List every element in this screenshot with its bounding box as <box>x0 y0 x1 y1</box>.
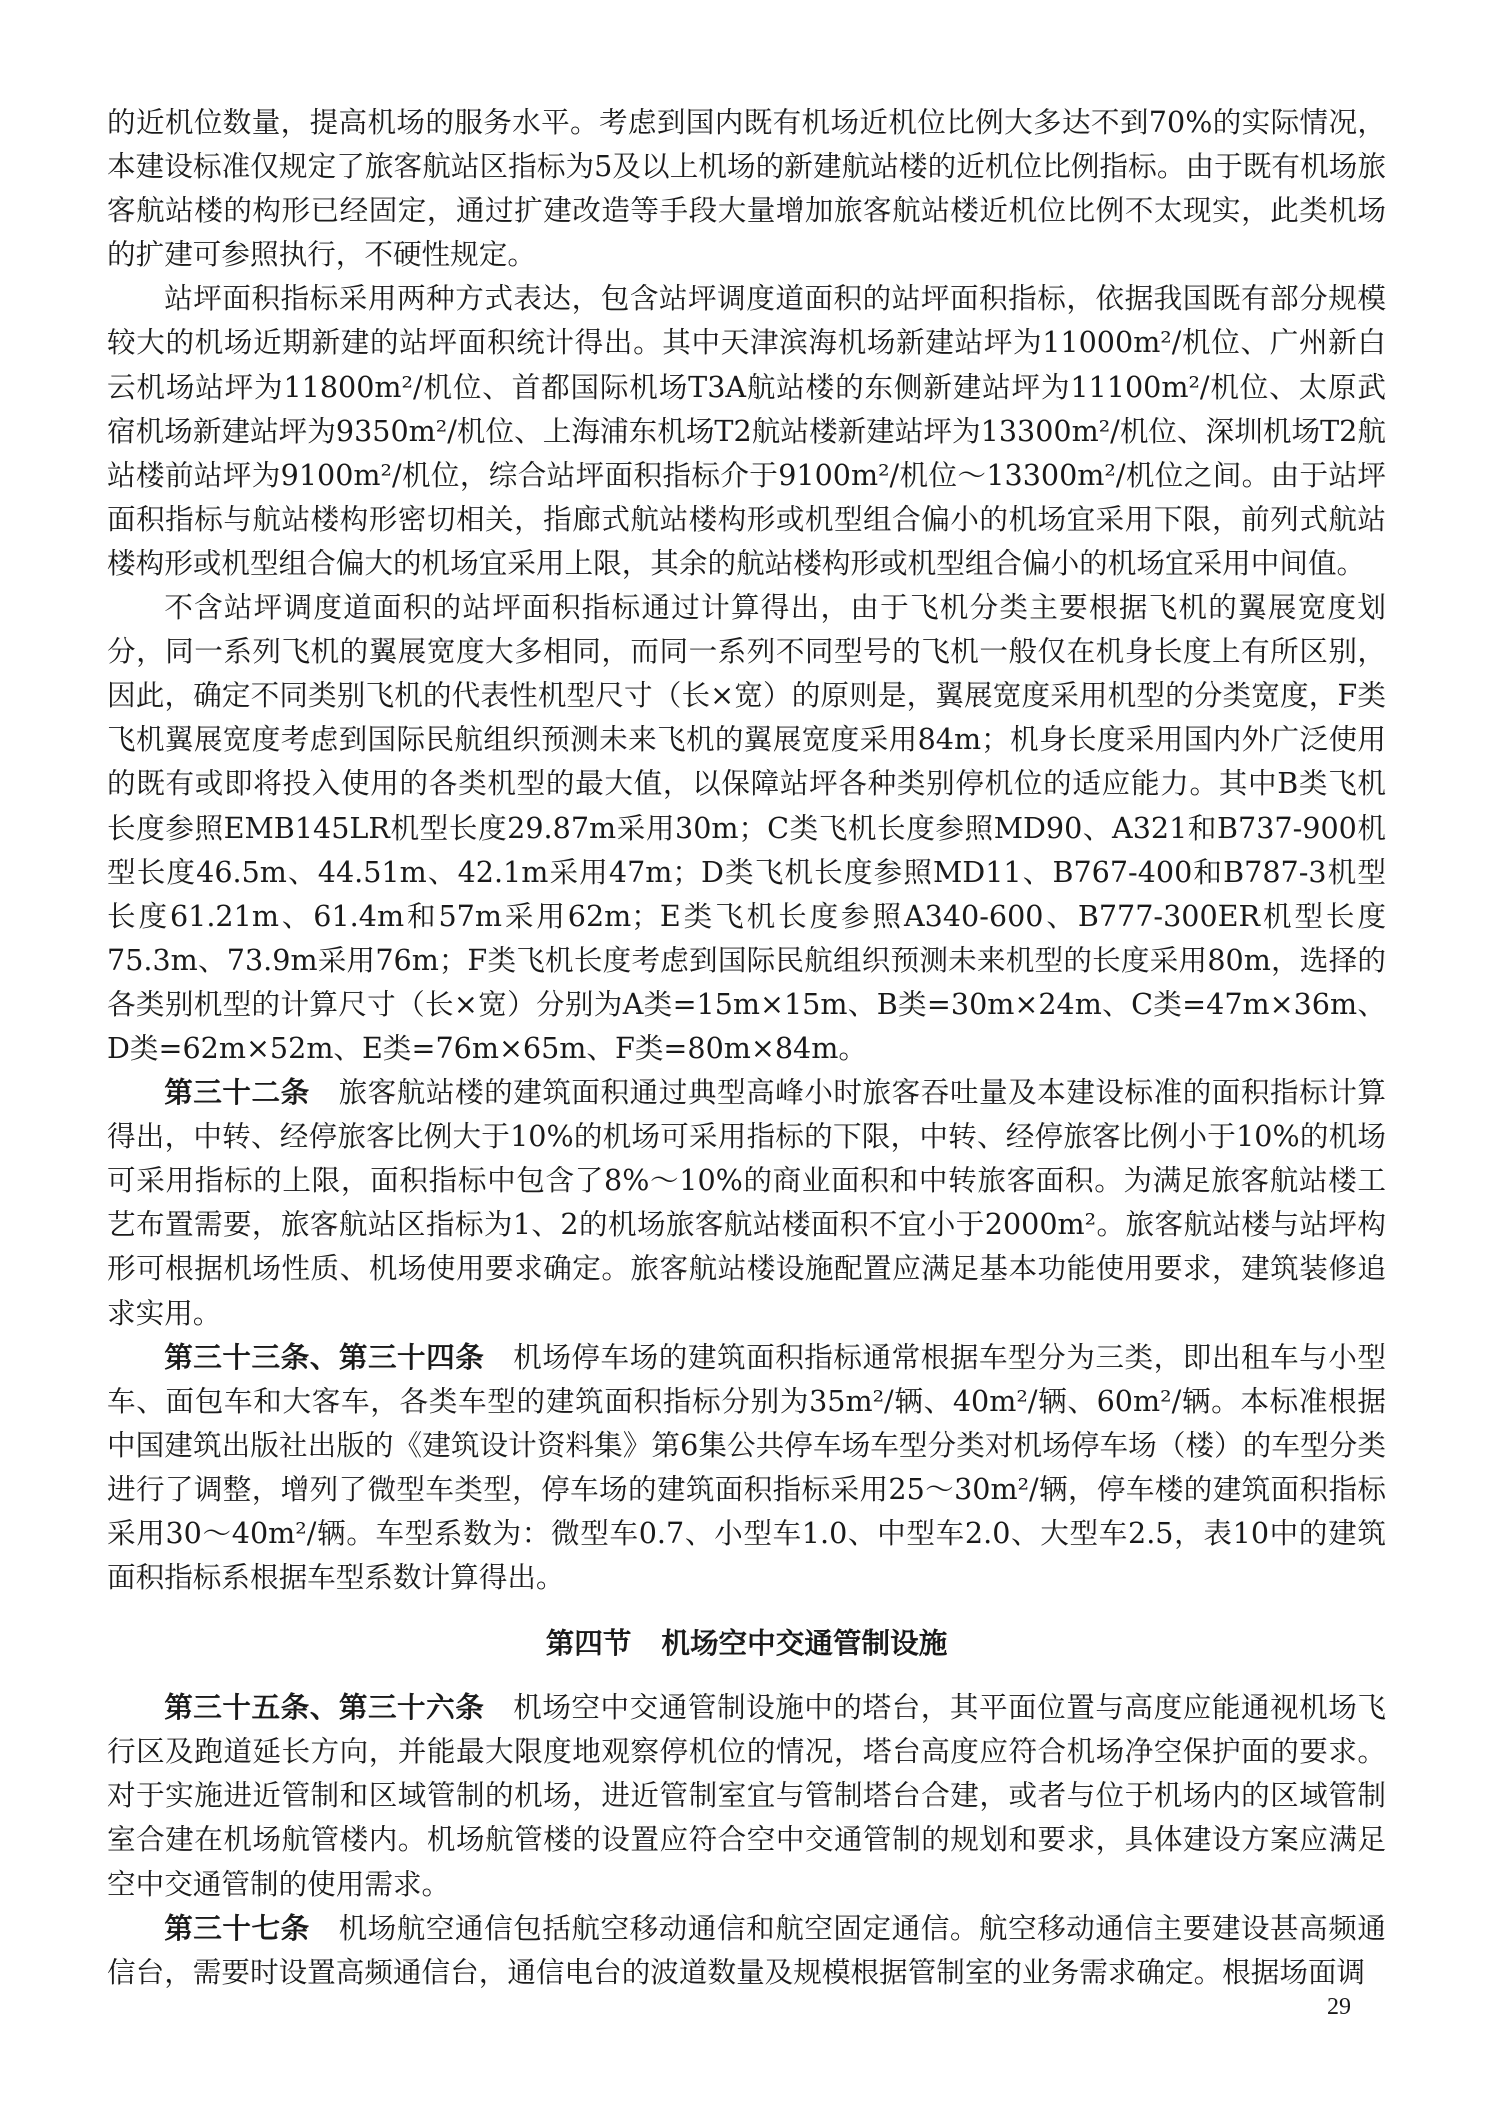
paragraph-apron-area: 站坪面积指标采用两种方式表达，包含站坪调度道面积的站坪面积指标，依据我国既有部分规模较大的机场近期新建的站坪面积统计得出。其中天津滨海机场新建站坪为11000m²/机位、广州新白云机场站坪为11800m²/机位、首都国际机场T3A航站楼的东侧新建站坪为11100m²/机位、太原武宿机场新建站坪为9350m²/机位、上海浦东机场T2航站楼新建站坪为13300m²/机位、深圳机场T2航站楼前站坪为9100m²/机位，综合站坪面积指标介于9100m²/机位～13300m²/机位之间。由于站坪面积指标与航站楼构形密切相关，指廊式航站楼构形或机型组合偏小的机场宜采用下限，前列式航站楼构形或机型组合偏大的机场宜采用上限，其余的航站楼构形或机型组合偏小的机场宜采用中间值。 <box>107 281 1386 580</box>
paragraph-near-stands: 的近机位数量，提高机场的服务水平。考虑到国内既有机场近机位比例大多达不到70%的实际情况，本建设标准仅规定了旅客航站区指标为5及以上机场的新建航站楼的近机位比例指标。由于既有机场旅客航站楼的构形已经固定，通过扩建改造等手段大量增加旅客航站楼近机位比例不太现实，此类机场的扩建可参照执行，不硬性规定。 <box>107 105 1386 272</box>
article-37 <box>107 1906 1386 1994</box>
article-32 <box>107 1070 1386 1335</box>
paragraph-aircraft-dimensions: 不含站坪调度道面积的站坪面积指标通过计算得出，由于飞机分类主要根据飞机的翼展宽度划分，同一系列飞机的翼展宽度大多相同，而同一系列不同型号的飞机一般仅在机身长度上有所区别，因此，确定不同类别飞机的代表性机型尺寸（长×宽）的原则是，翼展宽度采用机型的分类宽度，F类飞机翼展宽度考虑到国际民航组织预测未来飞机的翼展宽度采用84m；机身长度采用国内外广泛使用的既有或即将投入使用的各类机型的最大值，以保障站坪各种类别停机位的适应能力。其中B类飞机长度参照EMB145LR机型长度29.87m采用30m；C类飞机长度参照MD90、A321和B737-900机型长度46.5m、44.51m、42.1m采用47m；D类飞机长度参照MD11、B767-400和B787-3机型长度61.21m、61.4m和57m采用62m；E类飞机长度参照A340-600、B777-300ER机型长度75.3m、73.9m采用76m；F类飞机长度考虑到国际民航组织预测未来机型的长度采用80m，选择的各类别机型的计算尺寸（长×宽）分别为A类=15m×15m、B类=30m×24m、C类=47m×36m、D类=62m×52m、E类=76m×65m、F类=80m×84m。 <box>107 590 1386 1065</box>
section-title: 第四节 机场空中交通管制设施 <box>545 1626 948 1661</box>
article-35-36-text: 机场空中交通管制设施中的塔台，其平面位置与高度应能通视机场飞行区及跑道延长方向，并能最大限度地观察停机位的情况，塔台高度应符合机场净空保护面的要求。对于实施进近管制和区域管制的机场，进近管制室宜与管制塔台合建，或者与位于机场内的区域管制室合建在机场航管楼内。机场航管楼的设置应符合空中交通管制的规划和要求，具体建设方案应满足空中交通管制的使用需求。 <box>107 1690 1386 1901</box>
article-33-34 <box>107 1335 1386 1600</box>
page-number: 29 <box>1327 1994 1351 2020</box>
article-35-36 <box>107 1685 1386 1905</box>
article-35-36-label: 第三十五条、第三十六条 <box>164 1690 485 1725</box>
article-33-34-text: 机场停车场的建筑面积指标通常根据车型分为三类，即出租车与小型车、面包车和大客车，各类车型的建筑面积指标分别为35m²/辆、40m²/辆、60m²/辆。本标准根据中国建筑出版社出版的《建筑设计资料集》第6集公共停车场车型分类对机场停车场（楼）的车型分类进行了调整，增列了微型车类型，停车场的建筑面积指标采用25～30m²/辆，停车楼的建筑面积指标采用30～40m²/辆。车型系数为：微型车0.7、小型车1.0、中型车2.0、大型车2.5，表10中的建筑面积指标系根据车型系数计算得出。 <box>107 1339 1386 1595</box>
article-37-text: 机场航空通信包括航空移动通信和航空固定通信。航空移动通信主要建设甚高频通信台，需要时设置高频通信台，通信电台的波道数量及规模根据管制室的业务需求确定。根据场面调 <box>107 1910 1386 1989</box>
article-32-label: 第三十二条 <box>164 1075 310 1110</box>
article-33-34-label: 第三十三条、第三十四条 <box>164 1339 485 1374</box>
article-32-text: 旅客航站楼的建筑面积通过典型高峰小时旅客吞吐量及本建设标准的面积指标计算得出，中转、经停旅客比例大于10%的机场可采用指标的下限，中转、经停旅客比例小于10%的机场可采用指标的上限，面积指标中包含了8%～10%的商业面积和中转旅客面积。为满足旅客航站楼工艺布置需要，旅客航站区指标为1、2的机场旅客航站楼面积不宜小于2000m²。旅客航站楼与站坪构形可根据机场性质、机场使用要求确定。旅客航站楼设施配置应满足基本功能使用要求，建筑装修追求实用。 <box>107 1075 1387 1330</box>
article-37-label: 第三十七条 <box>164 1910 310 1945</box>
